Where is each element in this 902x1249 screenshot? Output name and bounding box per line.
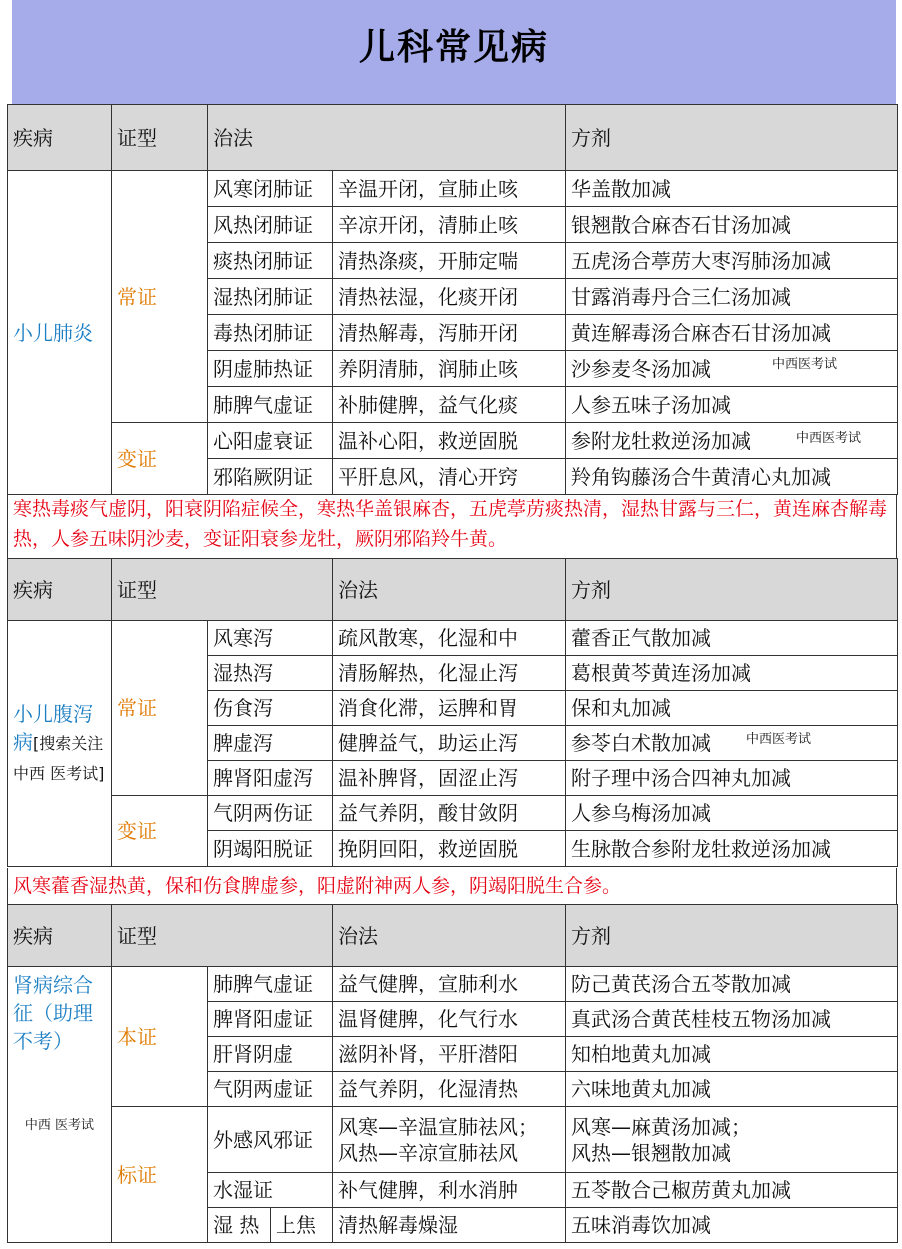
formula-line: 风热—银翘散加减 [571, 1140, 731, 1165]
header-formula: 方剂 [566, 105, 898, 171]
treatment-line: 风寒—辛温宣肺祛风； [338, 1114, 538, 1139]
treatment-cell: 平肝息风，清心开窍 [333, 459, 566, 495]
header-formula: 方剂 [566, 905, 898, 967]
table-header-row [8, 105, 898, 171]
watermark-text: 中西医考试 [796, 431, 862, 446]
header-syndrome: 证型 [112, 905, 333, 967]
treatment-cell: 益气健脾，宣肺利水 [333, 967, 566, 1002]
group-cell: 标证 [112, 1107, 208, 1243]
disease-text: 小儿腹泻病 [13, 701, 93, 754]
table-row [8, 171, 898, 207]
table-header-row [8, 905, 898, 967]
formula-text: 沙参麦冬汤加减 [571, 356, 711, 381]
syndrome-cell: 肺脾气虚证 [208, 387, 333, 423]
formula-line: 风寒—麻黄汤加减； [571, 1114, 751, 1139]
watermark-text: 中西医考试 [746, 732, 812, 747]
formula-cell [566, 1107, 898, 1173]
mnemonic-2: 风寒藿香湿热黄，保和伤食脾虚参，阳虚附神两人参，阴竭阳脱生合参。 [7, 868, 897, 904]
syndrome-cell: 肺脾气虚证 [208, 967, 333, 1002]
syndrome-cell: 湿 热 [208, 1208, 271, 1243]
treatment-cell: 温补心阳，救逆固脱 [333, 423, 566, 459]
treatment-cell: 清热解毒燥湿 [333, 1208, 566, 1243]
formula-text: 参附龙牡救逆汤加减 [571, 428, 751, 453]
treatment-cell: 清肠解热，化湿止泻 [333, 656, 566, 691]
syndrome-cell: 风寒泻 [208, 621, 333, 656]
formula-cell: 黄连解毒汤合麻杏石甘汤加减 [566, 315, 898, 351]
table-header-row [8, 559, 898, 621]
nephrotic-table [7, 904, 898, 1243]
syndrome-cell: 气阴两虚证 [208, 1072, 333, 1107]
formula-cell: 五味消毒饮加减 [566, 1208, 898, 1243]
header-syndrome: 证型 [112, 559, 333, 621]
formula-cell: 华盖散加减 [566, 171, 898, 207]
watermark-text: 中西医考试 [772, 357, 838, 372]
formula-cell: 人参五味子汤加减 [566, 387, 898, 423]
syndrome-cell: 外感风邪证 [208, 1107, 333, 1173]
treatment-cell: 清热涤痰，开肺定喘 [333, 243, 566, 279]
table-row [8, 796, 898, 831]
treatment-cell: 益气养阴，化湿清热 [333, 1072, 566, 1107]
syndrome-cell: 湿热闭肺证 [208, 279, 333, 315]
syndrome-cell: 脾肾阳虚证 [208, 1002, 333, 1037]
treatment-cell: 补肺健脾，益气化痰 [333, 387, 566, 423]
treatment-cell: 温补脾肾，固涩止泻 [333, 761, 566, 796]
treatment-cell: 挽阴回阳，救逆固脱 [333, 831, 566, 867]
disease-note: [搜索关注中西 医考试] [13, 733, 105, 783]
treatment-cell: 补气健脾，利水消肿 [333, 1173, 566, 1208]
treatment-cell: 辛凉开闭，清肺止咳 [333, 207, 566, 243]
formula-cell [566, 423, 898, 459]
header-syndrome: 证型 [112, 105, 208, 171]
syndrome-cell: 肝肾阴虚 [208, 1037, 333, 1072]
treatment-cell [333, 1107, 566, 1173]
disease-text: 肾病综合征（助理不考） [13, 973, 93, 1053]
table-row [8, 621, 898, 656]
formula-text: 参苓白术散加减 [571, 731, 711, 755]
syndrome-cell: 阴竭阳脱证 [208, 831, 333, 867]
diarrhea-table [7, 558, 898, 867]
watermark-text: 中西 医考试 [24, 1118, 95, 1133]
syndrome-cell: 水湿证 [208, 1173, 333, 1208]
disease-cell [8, 967, 112, 1243]
table-row [8, 967, 898, 1002]
formula-cell: 六味地黄丸加减 [566, 1072, 898, 1107]
group-cell: 本证 [112, 967, 208, 1107]
formula-cell: 保和丸加减 [566, 691, 898, 726]
treatment-cell: 消食化滞，运脾和胃 [333, 691, 566, 726]
group-cell: 常证 [112, 171, 208, 423]
group-cell: 变证 [112, 796, 208, 867]
table-row [8, 423, 898, 459]
syndrome-cell: 心阳虚衰证 [208, 423, 333, 459]
group-cell: 变证 [112, 423, 208, 495]
formula-cell [566, 726, 898, 761]
treatment-cell: 益气养阴，酸甘敛阴 [333, 796, 566, 831]
formula-cell: 生脉散合参附龙牡救逆汤加减 [566, 831, 898, 867]
syndrome-cell: 气阴两伤证 [208, 796, 333, 831]
formula-cell: 防己黄芪汤合五苓散加减 [566, 967, 898, 1002]
formula-cell: 羚角钩藤汤合牛黄清心丸加减 [566, 459, 898, 495]
treatment-cell: 清热解毒，泻肺开闭 [333, 315, 566, 351]
disease-cell: 小儿肺炎 [8, 171, 112, 495]
formula-cell: 五虎汤合葶苈大枣泻肺汤加减 [566, 243, 898, 279]
treatment-cell: 温肾健脾，化气行水 [333, 1002, 566, 1037]
header-disease: 疾病 [8, 559, 112, 621]
page-title-banner [12, 0, 896, 104]
formula-cell: 银翘散合麻杏石甘汤加减 [566, 207, 898, 243]
header-treatment: 治法 [208, 105, 566, 171]
mnemonic-1: 寒热毒痰气虚阴，阳衰阴陷症候全，寒热华盖银麻杏，五虎葶苈痰热清，湿热甘露与三仁，黄连麻杏解毒热，人参五味阴沙麦，变证阳衰参龙牡，厥阴邪陷羚牛黄。 [7, 494, 897, 558]
formula-cell: 附子理中汤合四神丸加减 [566, 761, 898, 796]
header-treatment: 治法 [333, 559, 566, 621]
syndrome-cell: 伤食泻 [208, 691, 333, 726]
table-row [8, 1107, 898, 1173]
syndrome-cell: 脾虚泻 [208, 726, 333, 761]
treatment-cell: 清热祛湿，化痰开闭 [333, 279, 566, 315]
treatment-cell: 养阴清肺，润肺止咳 [333, 351, 566, 387]
disease-cell [8, 621, 112, 867]
group-cell: 常证 [112, 621, 208, 796]
syndrome-cell: 风寒闭肺证 [208, 171, 333, 207]
pneumonia-table [7, 104, 898, 495]
treatment-cell: 辛温开闭，宣肺止咳 [333, 171, 566, 207]
formula-cell: 葛根黄芩黄连汤加减 [566, 656, 898, 691]
header-disease: 疾病 [8, 105, 112, 171]
treatment-cell: 滋阴补肾，平肝潜阳 [333, 1037, 566, 1072]
syndrome-cell: 湿热泻 [208, 656, 333, 691]
page-title: 儿科常见病 [358, 26, 549, 68]
header-treatment: 治法 [333, 905, 566, 967]
formula-cell: 五苓散合己椒苈黄丸加减 [566, 1173, 898, 1208]
formula-cell: 真武汤合黄芪桂枝五物汤加减 [566, 1002, 898, 1037]
treatment-cell: 健脾益气，助运止泻 [333, 726, 566, 761]
syndrome-sub-cell: 上焦 [271, 1208, 333, 1243]
syndrome-cell: 风热闭肺证 [208, 207, 333, 243]
header-disease: 疾病 [8, 905, 112, 967]
syndrome-cell: 脾肾阳虚泻 [208, 761, 333, 796]
treatment-cell: 疏风散寒，化湿和中 [333, 621, 566, 656]
syndrome-cell: 痰热闭肺证 [208, 243, 333, 279]
syndrome-cell: 邪陷厥阴证 [208, 459, 333, 495]
formula-cell: 人参乌梅汤加减 [566, 796, 898, 831]
formula-cell: 甘露消毒丹合三仁汤加减 [566, 279, 898, 315]
syndrome-cell: 毒热闭肺证 [208, 315, 333, 351]
header-formula: 方剂 [566, 559, 898, 621]
formula-cell [566, 351, 898, 387]
syndrome-cell: 阴虚肺热证 [208, 351, 333, 387]
treatment-line: 风热—辛凉宣肺祛风 [338, 1140, 518, 1165]
formula-cell: 知柏地黄丸加减 [566, 1037, 898, 1072]
formula-cell: 藿香正气散加减 [566, 621, 898, 656]
